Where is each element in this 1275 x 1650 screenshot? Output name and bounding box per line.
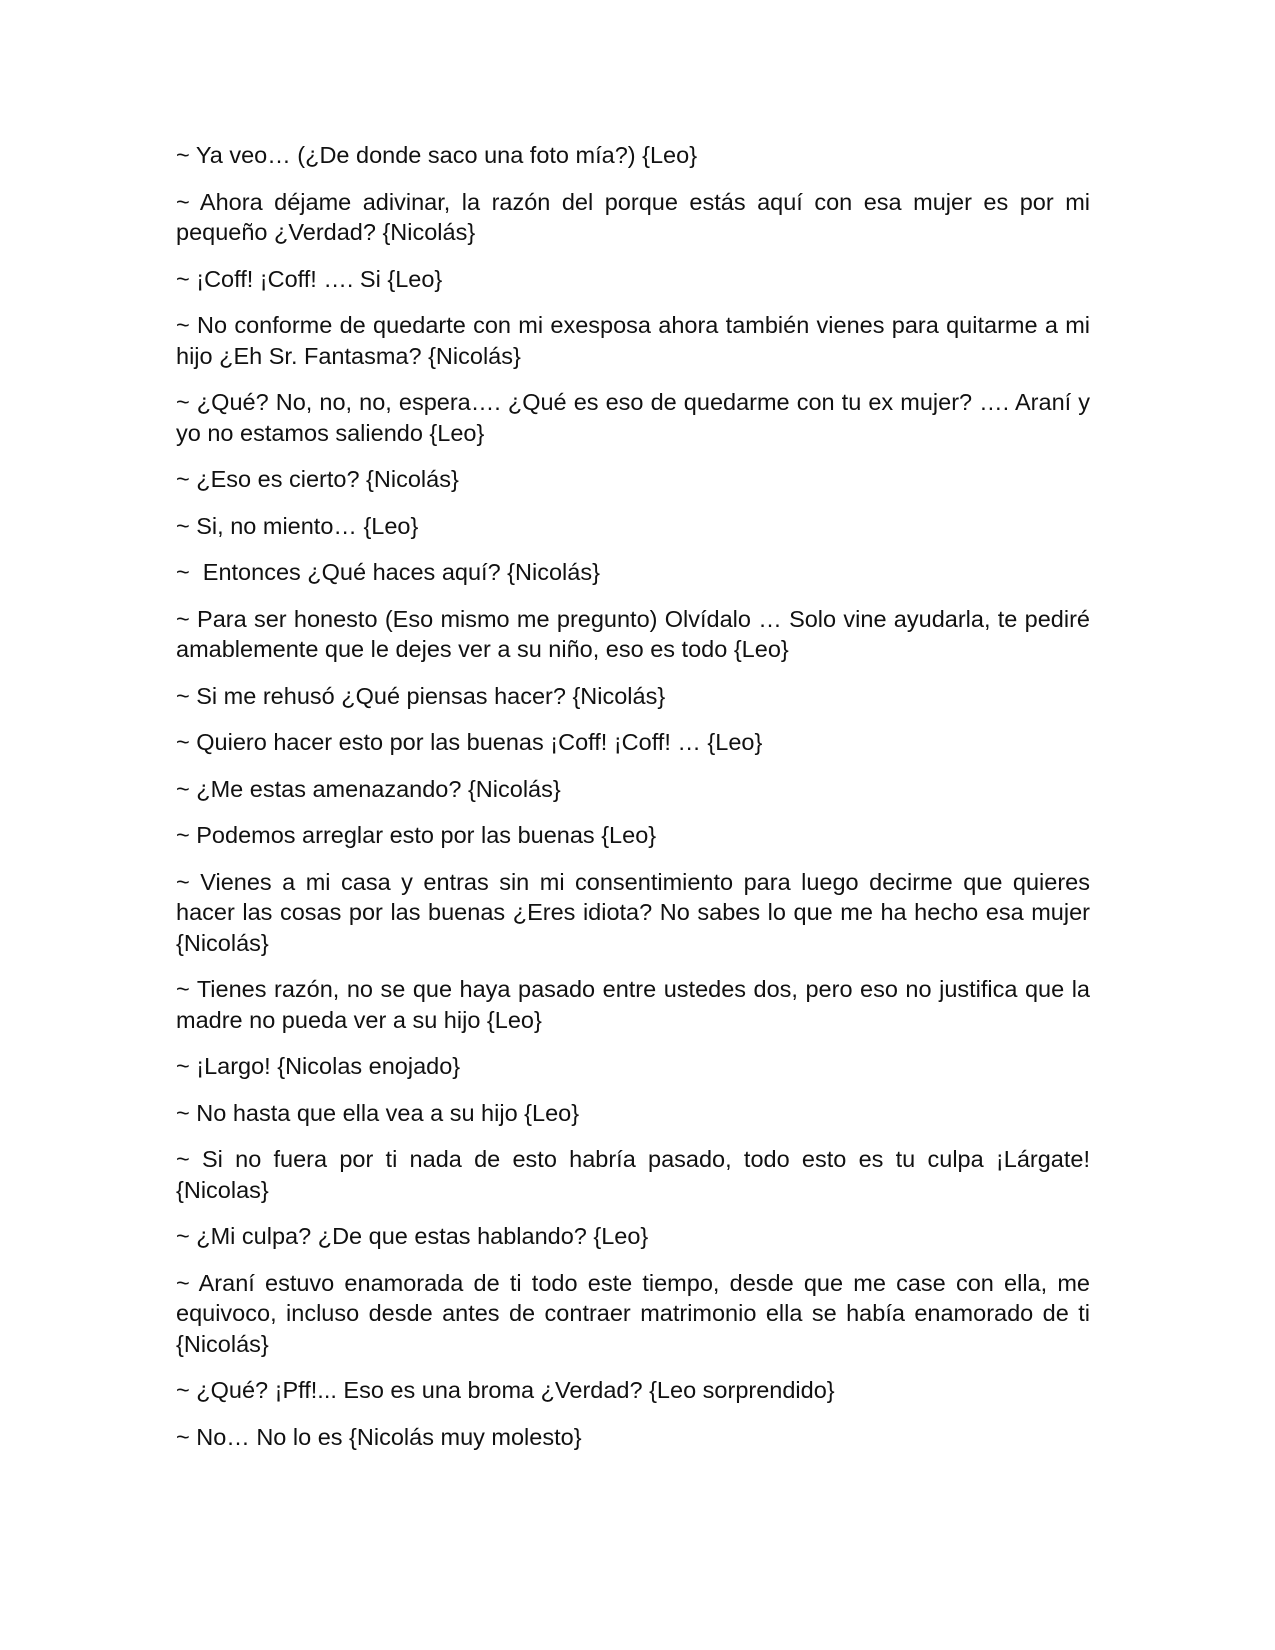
dialogue-line: ~ ¿Qué? No, no, no, espera…. ¿Qué es eso de quedarme con tu ex mujer? …. Araní y yo no estamos saliendo {Leo} [176, 389, 1097, 446]
document-page [176, 140, 1097, 1468]
dialogue-line: ~ No hasta que ella vea a su hijo {Leo} [176, 1099, 580, 1126]
dialogue-line: ~ Si no fuera por ti nada de esto habría pasado, todo esto es tu culpa ¡Lárgate! {Nicolas} [176, 1146, 1097, 1203]
dialogue-line: ~ ¡Largo! {Nicolas enojado} [176, 1053, 461, 1079]
dialogue-line: ~ ¿Qué? ¡Pff!... Eso es una broma ¿Verdad? {Leo sorprendido} [176, 1377, 835, 1403]
dialogue-line: ~ Para ser honesto (Eso mismo me pregunto) Olvídalo … Solo vine ayudarla, te pediré amablemente que le dejes ver a su niño, eso es todo {Leo} [176, 605, 1097, 662]
dialogue-line: ~ ¡Coff! ¡Coff! …. Si {Leo} [176, 265, 443, 292]
dialogue-line: ~ Ahora déjame adivinar, la razón del porque estás aquí con esa mujer es por mi pequeño ¿Verdad? {Nicolás} [176, 188, 1097, 245]
dialogue-line: ~ No conforme de quedarte con mi exesposa ahora también vienes para quitarme a mi hijo ¿Eh Sr. Fantasma? {Nicolás} [176, 312, 1097, 369]
dialogue-line: ~ Quiero hacer esto por las buenas ¡Coff! ¡Coff! … {Leo} [176, 729, 763, 755]
dialogue-line: ~ Araní estuvo enamorada de ti todo este tiempo, desde que me case con ella, me equivoco, incluso desde antes de contraer matrimonio ella se había enamorado de ti {Nicolás} [176, 1269, 1097, 1357]
dialogue-line: ~ Entonces ¿Qué haces aquí? {Nicolás} [176, 559, 600, 585]
dialogue-line: ~ Ya veo… (¿De donde saco una foto mía?) {Leo} [176, 142, 698, 168]
dialogue-line: ~ Tienes razón, no se que haya pasado entre ustedes dos, pero eso no justifica que la madre no pueda ver a su hijo {Leo} [176, 976, 1097, 1033]
dialogue-line: ~ No… No lo es {Nicolás muy molesto} [176, 1423, 582, 1450]
dialogue-line: ~ Podemos arreglar esto por las buenas {Leo} [176, 822, 657, 848]
dialogue-line: ~ ¿Mi culpa? ¿De que estas hablando? {Leo} [176, 1223, 649, 1249]
dialogue-line: ~ Si, no miento… {Leo} [176, 512, 419, 539]
dialogue-line: ~ Vienes a mi casa y entras sin mi consentimiento para luego decirme que quieres hacer las cosas por las buenas ¿Eres idiota? No sabes lo que me ha hecho esa mujer {Nicolás} [176, 868, 1097, 956]
dialogue-line: ~ ¿Me estas amenazando? {Nicolás} [176, 775, 561, 802]
dialogue-line: ~ ¿Eso es cierto? {Nicolás} [176, 466, 459, 492]
dialogue-line: ~ Si me rehusó ¿Qué piensas hacer? {Nicolás} [176, 682, 666, 709]
